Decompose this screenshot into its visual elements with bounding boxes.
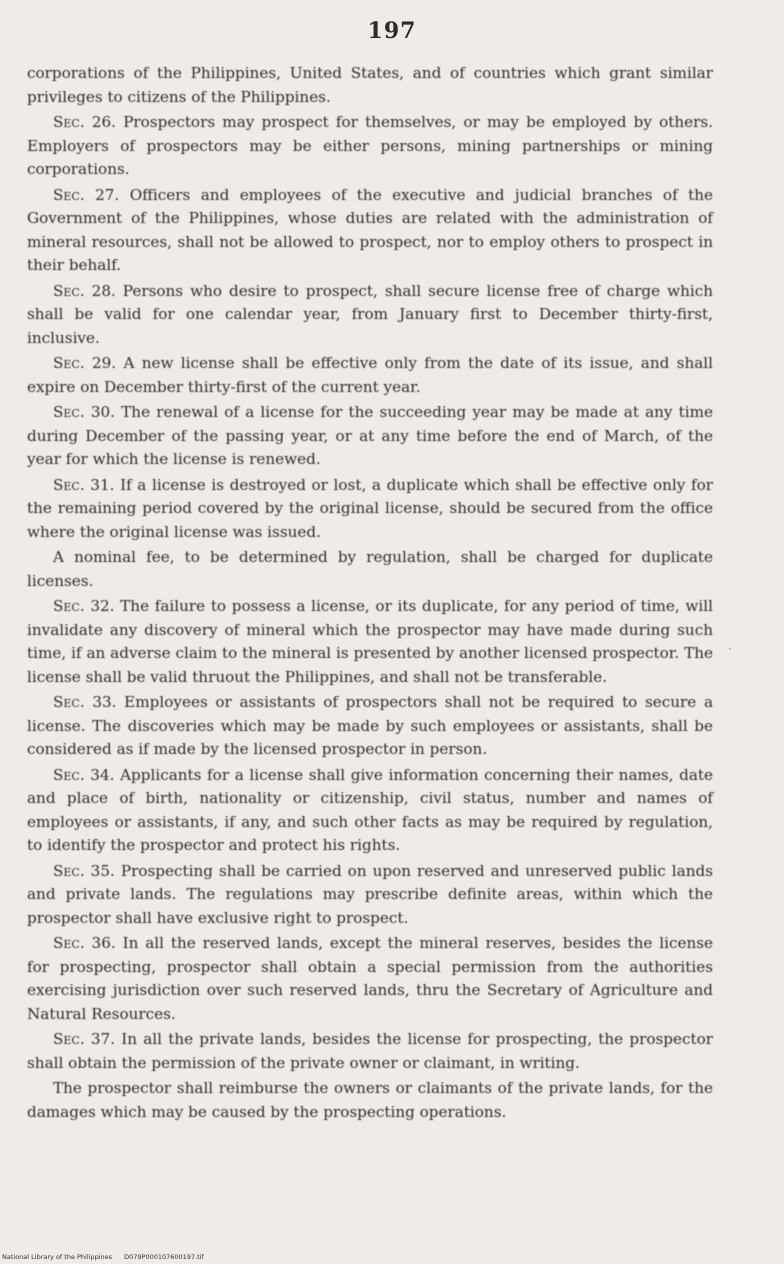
body-text <box>27 62 713 1124</box>
paragraph-text: A nominal fee, to be determined by regulation, shall be charged for duplicate licenses. <box>27 548 713 590</box>
paragraph-duplicate-fee <box>27 546 713 593</box>
section-29 <box>27 352 713 399</box>
section-label: Sec. 28. <box>53 281 116 300</box>
section-text: In all the reserved lands, except the mineral reserves, besides the license for prospecting, prospector shall obtain a special permission from the authorities exercising jurisdiction over such reserved lands, thru the Secretary of Agriculture and Natural Resources. <box>27 934 714 1023</box>
section-26 <box>27 111 713 182</box>
section-label: Sec. 30. <box>53 403 115 421</box>
section-label: Sec. 37. <box>53 1030 116 1048</box>
paragraph-text: corporations of the Philippines, United States, and of countries which grant similar privileges to citizens of the Philippines. <box>27 64 713 106</box>
section-text: In all the private lands, besides the license for prospecting, the prospector shall obtain the permission of the private owner or claimant, in writing. <box>27 1030 714 1072</box>
section-37 <box>27 1028 713 1075</box>
paragraph-reimburse <box>27 1077 713 1124</box>
section-28 <box>27 280 713 351</box>
paragraph-text: The prospector shall reimburse the owners or claimants of the private lands, for the damages which may be caused by the prospecting operations. <box>27 1079 713 1121</box>
section-36 <box>27 932 713 1026</box>
section-text: The failure to possess a license, or its duplicate, for any period of time, will invalidate any discovery of mineral which the prospector may have made during such time, if an adverse claim to the mineral is presented by another licensed prospector. The license shall be valid thruout the Philippines, and shall not be transferable. <box>27 597 713 686</box>
section-text: Employees or assistants of prospectors shall not be required to secure a license. The discoveries which may be made by such employees or assistants, shall be considered as if made by the licensed prospector in person. <box>27 693 714 758</box>
section-label: Sec. 27. <box>53 185 120 204</box>
section-label: Sec. 31. <box>53 475 115 494</box>
section-31 <box>27 474 713 545</box>
section-text: Persons who desire to prospect, shall secure license free of charge which shall be valid for one calendar year, from January first to December thirty-first, inclusive. <box>27 281 713 347</box>
section-27 <box>27 184 713 278</box>
footer-identifier: D079P000107600197.tif <box>124 1253 204 1261</box>
section-label: Sec. 26. <box>53 113 117 131</box>
section-33 <box>27 691 713 762</box>
section-text: Prospectors may prospect for themselves, or may be employed by others. Employers of prospectors may be either persons, mining partnerships or mining corporations. <box>27 113 713 178</box>
section-label: Sec. 34. <box>53 765 115 784</box>
section-label: Sec. 29. <box>53 354 117 372</box>
section-35 <box>27 860 713 931</box>
section-label: Sec. 33. <box>53 693 117 711</box>
section-text: Officers and employees of the executive and judicial branches of the Government of the Philippines, whose duties are related with the administration of mineral resources, shall not be allowed to prospect, nor to employ others to prospect in their behalf. <box>27 185 713 274</box>
footer-library: National Library of the Philippines <box>2 1253 113 1261</box>
section-32 <box>27 595 713 689</box>
section-text: The renewal of a license for the succeeding year may be made at any time during December of the passing year, or at any time before the end of March, of the year for which the license is renewed. <box>27 403 713 468</box>
section-text: A new license shall be effective only from the date of its issue, and shall expire on December thirty-first of the current year. <box>27 354 714 396</box>
section-text: Applicants for a license shall give information concerning their names, date and place of birth, nationality or citizenship, civil status, number and names of employees or assistants, if any, and such other facts as may be required by regulation, to identify the prospector and protect his rights. <box>27 765 713 854</box>
section-label: Sec. 32. <box>53 597 115 615</box>
section-text: Prospecting shall be carried on upon reserved and unreserved public lands and private lands. The regulations may prescribe definite areas, within which the prospector shall have exclusive right to prospect. <box>27 861 713 927</box>
section-label: Sec. 36. <box>53 934 116 952</box>
section-30 <box>27 401 713 472</box>
section-34 <box>27 764 713 858</box>
section-text: If a license is destroyed or lost, a duplicate which shall be effective only for the remaining period covered by the original license, should be secured from the office where the original license was issued. <box>27 475 714 541</box>
scan-footer <box>2 1253 214 1261</box>
margin-mark: · <box>728 642 732 656</box>
paragraph-continuation <box>27 62 713 109</box>
section-label: Sec. 35. <box>53 861 115 880</box>
page-number: 197 <box>367 18 417 44</box>
